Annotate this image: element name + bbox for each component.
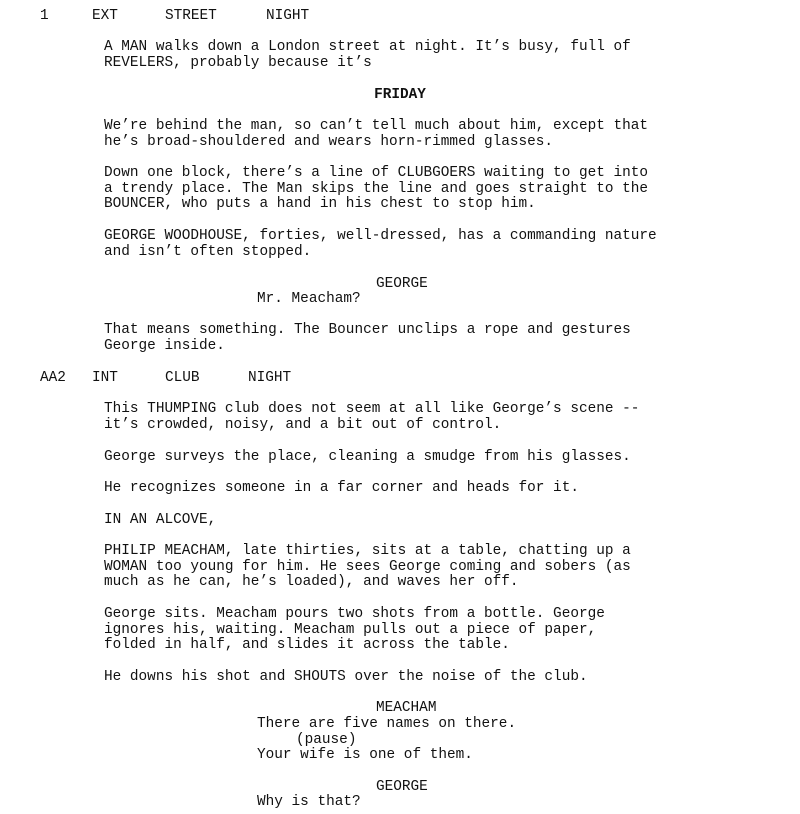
action-paragraph: He recognizes someone in a far corner and heads for it. xyxy=(104,480,579,496)
action-paragraph: This THUMPING club does not seem at all like George’s scene -- it’s crowded, noisy, and a bit out of control. xyxy=(104,401,640,433)
scene-time: NIGHT xyxy=(248,370,292,386)
character-cue: MEACHAM xyxy=(376,700,437,716)
scene-location: CLUB xyxy=(165,370,200,386)
scene-number: AA2 xyxy=(40,370,66,386)
scene-number: 1 xyxy=(40,8,49,24)
parenthetical: (pause) xyxy=(296,732,357,748)
action-paragraph: George surveys the place, cleaning a smudge from his glasses. xyxy=(104,449,631,465)
dialogue-line: There are five names on there. xyxy=(257,716,517,732)
transition-text: FRIDAY xyxy=(374,87,426,103)
action-paragraph: GEORGE WOODHOUSE, forties, well-dressed, has a commanding nature and isn’t often stopped. xyxy=(104,228,657,260)
action-paragraph: Down one block, there’s a line of CLUBGOERS waiting to get into a trendy place. The Man skips the line and goes straight to the BOUNCER, who puts a hand in his chest to stop him. xyxy=(104,165,649,213)
action-paragraph: We’re behind the man, so can’t tell much about him, except that he’s broad-shouldered and wears horn-rimmed glasses. xyxy=(104,118,649,150)
character-cue: GEORGE xyxy=(376,779,428,795)
dialogue-line: Why is that? xyxy=(257,794,361,810)
dialogue-line: Mr. Meacham? xyxy=(257,291,361,307)
action-paragraph: A MAN walks down a London street at night. It’s busy, full of REVELERS, probably because it’s xyxy=(104,39,631,71)
dialogue-line: Your wife is one of them. xyxy=(257,747,473,763)
scene-int-ext: EXT xyxy=(92,8,118,24)
action-paragraph: George sits. Meacham pours two shots from a bottle. George ignores his, waiting. Meacham pulls out a piece of paper, folded in half, and slides it across the table. xyxy=(104,606,605,654)
action-paragraph: That means something. The Bouncer unclips a rope and gestures George inside. xyxy=(104,322,631,354)
scene-location: STREET xyxy=(165,8,217,24)
scene-int-ext: INT xyxy=(92,370,118,386)
action-paragraph: IN AN ALCOVE, xyxy=(104,512,217,528)
character-cue: GEORGE xyxy=(376,276,428,292)
action-paragraph: PHILIP MEACHAM, late thirties, sits at a table, chatting up a WOMAN too young for him. He sees George coming and sobers (as much as he can, he’s loaded), and waves her off. xyxy=(104,543,631,591)
scene-time: NIGHT xyxy=(266,8,310,24)
action-paragraph: He downs his shot and SHOUTS over the noise of the club. xyxy=(104,669,588,685)
